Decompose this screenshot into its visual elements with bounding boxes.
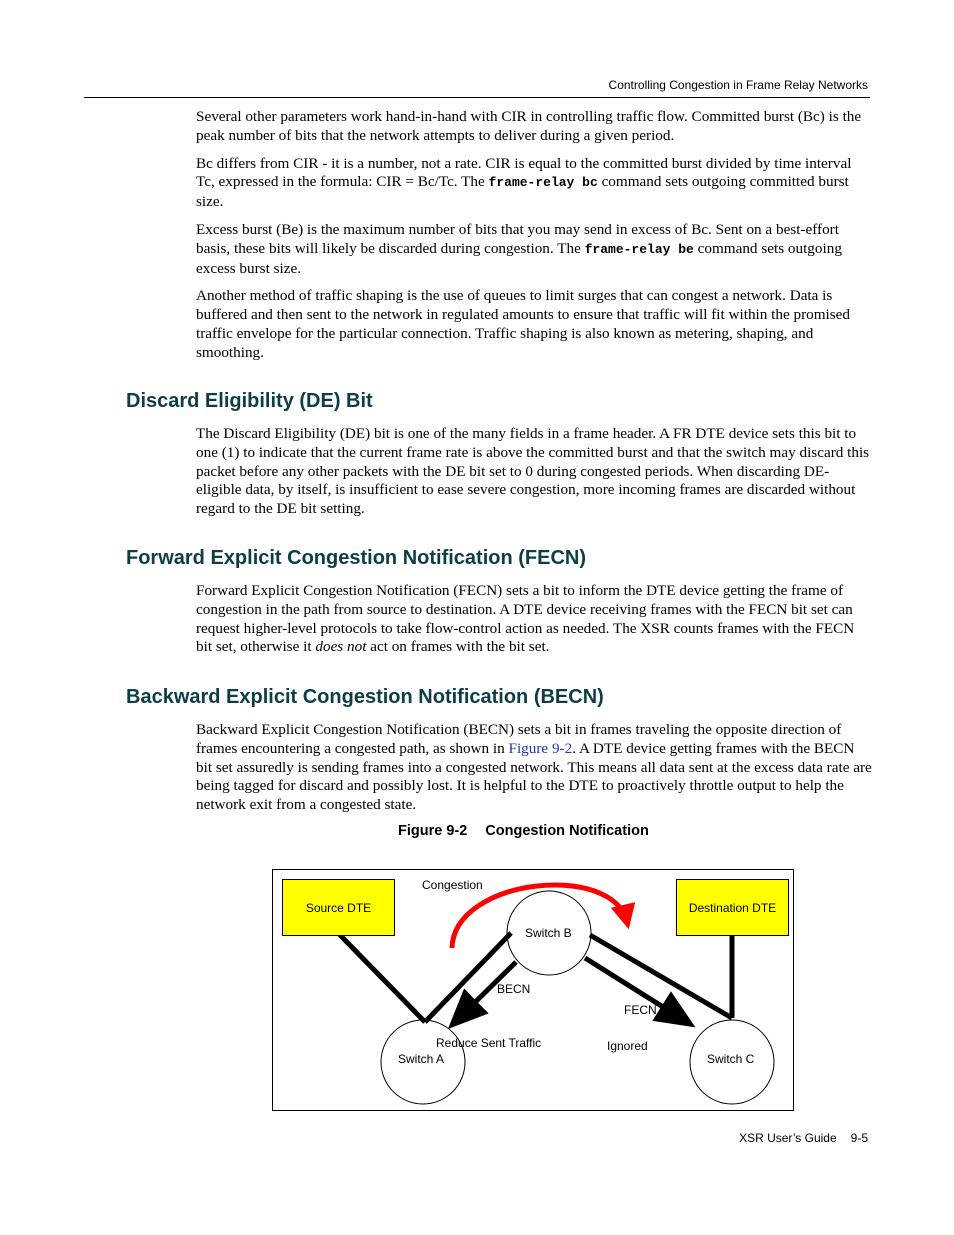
text-run: Bc differs from CIR - it is a number, not a rate. CIR is equal to the committed burst divided by time interval Tc, expressed in the formula: CIR = Bc/Tc. The	[196, 154, 852, 191]
paragraph-excess-burst	[196, 221, 872, 278]
figure-9-2-link[interactable]: Figure 9-2	[508, 739, 573, 757]
paragraph-bc-vs-cir	[196, 155, 872, 212]
heading-discard-eligibility: Discard Eligibility (DE) Bit	[126, 390, 373, 412]
switch-c-label: Switch C	[707, 1052, 755, 1066]
paragraph-committed-burst: Several other parameters work hand-in-hand with CIR in controlling traffic flow. Committed burst (Bc) is the peak number of bits that the network attempts to deliver during a given period.	[196, 108, 862, 144]
fecn-label: FECN	[624, 1003, 657, 1017]
running-header: Controlling Congestion in Frame Relay Networks	[608, 78, 868, 92]
destination-dte-box: Destination DTE	[676, 879, 789, 936]
text-run: Forward Explicit Congestion Notification (FECN) sets a bit to inform the DTE device getting the frame of congestion in the path from source to destination. A DTE device receiving frames with the FECN bit set can request higher-level protocols to take flow-control action as needed. The XSR counts frames with the FECN bit set, otherwise it	[196, 582, 855, 656]
text-run: act on frames with the bit set.	[366, 638, 550, 656]
paragraph-becn	[196, 721, 872, 815]
ignored-label: Ignored	[607, 1039, 648, 1053]
congestion-notification-diagram	[272, 869, 794, 1111]
command-frame-relay-be: frame-relay be	[584, 241, 694, 257]
intro-section	[196, 108, 872, 372]
figure-title: Congestion Notification	[485, 823, 649, 839]
page-footer	[739, 1131, 868, 1145]
text-run: command sets outgoing committed burst size.	[196, 173, 849, 211]
paragraph-traffic-shaping: Another method of traffic shaping is the use of queues to limit surges that can congest a network. Data is buffered and then sent to the network in regulated amounts to ensure that traffic will fit within the promised traffic envelope for the particular connection. Traffic shaping is also known as metering, shaping, and smoothing.	[196, 287, 851, 361]
becn-section	[196, 721, 872, 824]
command-frame-relay-bc: frame-relay bc	[488, 175, 598, 191]
text-run: Backward Explicit Congestion Notification (BECN) sets a bit in frames traveling the opposite direction of frames encountering a congested path, as shown in	[196, 721, 842, 757]
guide-title: XSR User’s Guide	[739, 1131, 837, 1145]
header-rule	[84, 97, 870, 98]
figure-number: Figure 9-2	[398, 823, 468, 839]
text-run: command sets outgoing excess burst size.	[196, 239, 842, 277]
page-number: 9-5	[850, 1131, 868, 1145]
congestion-label: Congestion	[422, 878, 483, 892]
becn-label: BECN	[497, 982, 531, 996]
text-run: . A DTE device getting frames with the BECN bit set assuredly is sending frames into a congested network. This means all data sent at the excess data rate are being tagged for discard and possibly lost. It is helpful to the DTE to proactively throttle output to help the network exit from a congested state.	[196, 739, 872, 814]
reduce-traffic-label: Reduce Sent Traffic	[436, 1036, 542, 1050]
heading-fecn: Forward Explicit Congestion Notification (FECN)	[126, 547, 586, 569]
paragraph-fecn	[196, 582, 872, 657]
fecn-section	[196, 582, 872, 666]
emphasis-does-not: does not	[315, 638, 367, 656]
source-dte-box: Source DTE	[282, 879, 395, 936]
paragraph-de-bit: The Discard Eligibility (DE) bit is one of the many fields in a frame header. A FR DTE device sets this bit to one (1) to indicate that the current frame rate is above the committed burst and that the switch may discard this packet before any other packets with the DE bit set to 0 during congested periods. When discarding DE-eligible data, by itself, is insufficient to ease severe congestion, more incoming frames are discarded without regard to the DE bit setting.	[196, 425, 870, 518]
switch-b-label: Switch B	[525, 926, 572, 940]
heading-becn: Backward Explicit Congestion Notification (BECN)	[126, 686, 604, 708]
switch-a-label: Switch A	[398, 1052, 445, 1066]
de-section	[196, 425, 872, 528]
link-source-to-switch-a	[339, 934, 425, 1022]
text-run: Excess burst (Be) is the maximum number of bits that you may send in excess of Bc. Sent on a best-effort basis, these bits will likely be discarded during congestion. The	[196, 220, 839, 257]
figure-caption	[398, 823, 649, 839]
